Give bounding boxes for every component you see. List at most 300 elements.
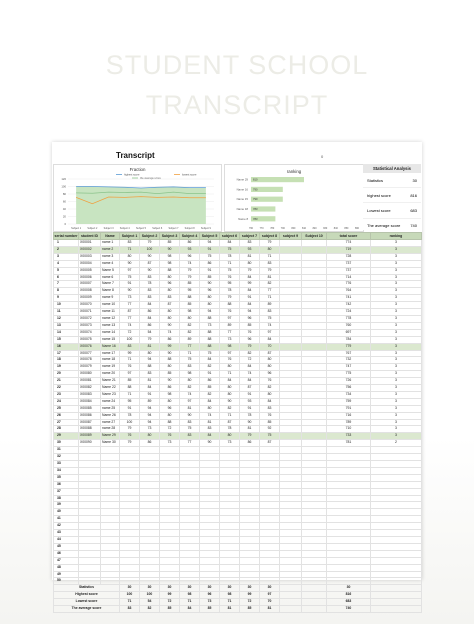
table-cell (140, 536, 160, 543)
table-row (54, 315, 422, 322)
table-cell (101, 509, 120, 516)
table-cell: 15 (54, 336, 79, 343)
table-cell: 79 (240, 343, 260, 350)
table-cell: 79 (140, 336, 160, 343)
table-cell: 97 (220, 350, 240, 357)
table-cell (240, 578, 260, 585)
table-cell (280, 523, 302, 530)
table-cell (260, 516, 280, 523)
table-cell: Name 5 (101, 267, 120, 274)
table-cell (302, 481, 327, 488)
table-cell: 76 (240, 329, 260, 336)
y-tick-label: 60 (62, 199, 66, 204)
table-cell: 84 (240, 302, 260, 309)
table-cell (371, 495, 422, 502)
table-cell: 27 (54, 419, 79, 426)
table-cell (101, 474, 120, 481)
table-cell (302, 378, 327, 385)
table-row (54, 543, 422, 550)
table-cell (120, 474, 140, 481)
table-cell: 89 (180, 336, 200, 343)
table-cell: 80 (160, 274, 180, 281)
table-cell (200, 557, 220, 564)
table-cell (371, 592, 422, 599)
table-row (54, 378, 422, 385)
table-row (54, 488, 422, 495)
table-cell: 74 (180, 260, 200, 267)
table-cell: 72 (160, 599, 180, 606)
table-cell (140, 523, 160, 530)
table-cell: 90 (120, 288, 140, 295)
table-cell (160, 530, 180, 537)
table-cell (371, 585, 422, 592)
table-cell: 97 (220, 315, 240, 322)
table-cell: 88 (160, 267, 180, 274)
table-cell: 85 (160, 606, 180, 613)
table-cell: 30 (327, 585, 371, 592)
table-cell: 84 (220, 240, 240, 247)
table-cell (327, 502, 371, 509)
x-tick-label: Subject 6 (152, 227, 163, 230)
table-cell: 3 (371, 288, 422, 295)
table-cell: 100 (140, 246, 160, 253)
table-row (54, 557, 422, 564)
table-cell: X00001 (79, 240, 101, 247)
table-cell: 100 (140, 592, 160, 599)
table-cell (140, 467, 160, 474)
table-cell: 82 (180, 322, 200, 329)
table-cell (280, 398, 302, 405)
table-cell (327, 564, 371, 571)
table-cell: 94 (140, 419, 160, 426)
table-cell: 79 (180, 267, 200, 274)
y-tick-label: 120 (61, 177, 66, 181)
table-cell: 80 (220, 391, 240, 398)
table-cell (200, 488, 220, 495)
table-cell: 75 (120, 274, 140, 281)
table-cell (220, 530, 240, 537)
table-cell: 74 (180, 391, 200, 398)
table-row (54, 295, 422, 302)
table-cell: X00007 (79, 281, 101, 288)
table-cell: 95 (220, 281, 240, 288)
x-tick-label: 770 (259, 227, 264, 230)
table-cell: X00009 (79, 295, 101, 302)
table-cell (180, 571, 200, 578)
table-cell: 90 (200, 281, 220, 288)
table-cell (140, 488, 160, 495)
table-cell: 83 (140, 288, 160, 295)
summary-label: Lowest score (54, 599, 120, 606)
table-row (54, 461, 422, 468)
table-cell: 94 (240, 309, 260, 316)
table-cell: 81 (140, 378, 160, 385)
table-cell: name 11 (101, 309, 120, 316)
table-cell (120, 516, 140, 523)
table-cell (140, 550, 160, 557)
table-cell: 3 (371, 385, 422, 392)
table-cell (180, 543, 200, 550)
table-cell: 98 (220, 343, 240, 350)
table-cell (220, 543, 240, 550)
table-cell: 97 (260, 592, 280, 599)
ranking-chart-title: ranking (286, 169, 302, 174)
table-cell (302, 267, 327, 274)
table-cell (101, 447, 120, 454)
table-row (54, 385, 422, 392)
table-cell: 80 (260, 364, 280, 371)
table-cell (280, 454, 302, 461)
table-cell (260, 550, 280, 557)
table-cell (200, 481, 220, 488)
table-row (54, 309, 422, 316)
table-cell: 83 (260, 405, 280, 412)
table-cell: 85 (240, 322, 260, 329)
table-cell (101, 571, 120, 578)
table-cell: 88 (160, 419, 180, 426)
table-cell (140, 474, 160, 481)
table-cell: 99 (240, 281, 260, 288)
table-cell (200, 447, 220, 454)
table-cell (120, 550, 140, 557)
table-cell: 3 (371, 364, 422, 371)
table-cell (220, 447, 240, 454)
table-cell (260, 467, 280, 474)
table-cell (120, 530, 140, 537)
table-row (54, 467, 422, 474)
table-row (54, 246, 422, 253)
table-cell (120, 557, 140, 564)
table-cell: 737 (327, 267, 371, 274)
table-cell: name 14 (101, 329, 120, 336)
table-cell: 76 (120, 433, 140, 440)
table-cell: X00072 (79, 315, 101, 322)
table-cell: name 19 (101, 364, 120, 371)
table-cell (280, 433, 302, 440)
table-cell (240, 461, 260, 468)
table-cell: name 3 (101, 253, 120, 260)
table-cell (240, 509, 260, 516)
table-cell (327, 447, 371, 454)
table-cell: 88 (220, 302, 240, 309)
table-cell: X00089 (79, 433, 101, 440)
table-cell (79, 550, 101, 557)
table-cell: 98 (160, 260, 180, 267)
table-cell (280, 419, 302, 426)
table-cell (79, 447, 101, 454)
table-cell: 3 (371, 246, 422, 253)
table-cell: 95 (120, 398, 140, 405)
table-cell: 50 (54, 578, 79, 585)
table-cell (371, 564, 422, 571)
table-cell: 728 (327, 253, 371, 260)
table-cell: 73 (140, 426, 160, 433)
table-cell (160, 447, 180, 454)
table-cell: 83 (240, 240, 260, 247)
table-cell (101, 550, 120, 557)
table-cell: 13 (54, 322, 79, 329)
column-header: Subject 5 (200, 233, 220, 240)
table-cell (280, 322, 302, 329)
table-cell: 84 (140, 315, 160, 322)
table-cell (101, 543, 120, 550)
table-cell: 30 (180, 585, 200, 592)
table-cell: 79 (260, 240, 280, 247)
table-cell: 90 (160, 246, 180, 253)
table-cell (302, 571, 327, 578)
table-cell (200, 543, 220, 550)
table-row (54, 274, 422, 281)
table-cell (302, 329, 327, 336)
table-cell: name 4 (101, 260, 120, 267)
table-cell (180, 509, 200, 516)
table-cell: 71 (180, 599, 200, 606)
table-cell (302, 350, 327, 357)
table-row (54, 509, 422, 516)
table-cell: 719 (327, 246, 371, 253)
ranking-name-label: Name 15 (236, 197, 248, 202)
table-cell (280, 267, 302, 274)
table-cell: X00002 (79, 246, 101, 253)
table-cell: 91 (240, 295, 260, 302)
table-cell: Name 8 (101, 288, 120, 295)
table-cell (302, 391, 327, 398)
table-cell: 3 (371, 419, 422, 426)
table-cell: 83 (180, 364, 200, 371)
table-cell (140, 543, 160, 550)
table-cell: 3 (371, 309, 422, 316)
table-cell: 84 (240, 274, 260, 281)
table-cell: 71 (220, 412, 240, 419)
statistical-analysis-panel (363, 164, 421, 230)
table-cell (371, 454, 422, 461)
table-cell (260, 447, 280, 454)
table-cell: 80 (220, 433, 240, 440)
table-cell: 759 (327, 398, 371, 405)
table-cell (240, 557, 260, 564)
table-cell (220, 523, 240, 530)
table-cell: 73 (200, 599, 220, 606)
table-cell: 2 (54, 246, 79, 253)
table-cell (280, 488, 302, 495)
table-cell: X00084 (79, 398, 101, 405)
table-cell: X00077 (79, 350, 101, 357)
table-cell: Name 30 (101, 440, 120, 447)
table-cell: 98 (160, 391, 180, 398)
table-cell (280, 281, 302, 288)
table-cell: 30 (220, 585, 240, 592)
table-cell: 71 (220, 599, 240, 606)
table-cell: 3 (371, 426, 422, 433)
table-cell (371, 523, 422, 530)
table-cell: 99 (240, 592, 260, 599)
table-cell (302, 467, 327, 474)
column-header: ranking (371, 233, 422, 240)
table-cell: 92 (260, 426, 280, 433)
table-cell (260, 488, 280, 495)
table-cell: 16 (54, 343, 79, 350)
table-row (54, 564, 422, 571)
table-cell (302, 502, 327, 509)
stat-label: The average score (367, 223, 401, 229)
table-cell: 81 (140, 343, 160, 350)
table-cell: 87 (120, 309, 140, 316)
table-cell (160, 467, 180, 474)
table-cell: 26 (54, 412, 79, 419)
table-cell: X00086 (79, 412, 101, 419)
table-cell: 96 (260, 371, 280, 378)
table-cell (302, 385, 327, 392)
table-row (54, 371, 422, 378)
table-cell (101, 564, 120, 571)
table-cell: 91 (120, 281, 140, 288)
table-cell (302, 495, 327, 502)
table-cell (371, 467, 422, 474)
table-cell (240, 550, 260, 557)
table-cell: 30 (54, 440, 79, 447)
table-cell (101, 578, 120, 585)
table-cell: X00075 (79, 336, 101, 343)
table-cell: 84 (240, 378, 260, 385)
table-cell: 3 (371, 281, 422, 288)
summary-row (54, 585, 422, 592)
table-cell: 71 (220, 260, 240, 267)
table-cell (280, 606, 302, 613)
table-cell: 100 (120, 419, 140, 426)
table-cell: 85 (260, 419, 280, 426)
table-cell: 96 (180, 253, 200, 260)
table-cell: 93 (240, 246, 260, 253)
table-cell (240, 564, 260, 571)
table-cell (160, 454, 180, 461)
table-cell (79, 467, 101, 474)
x-tick-label: 790 (280, 227, 285, 230)
table-cell (371, 606, 422, 613)
table-cell: 74 (260, 322, 280, 329)
table-cell: 3 (371, 295, 422, 302)
table-cell: 83 (180, 419, 200, 426)
table-cell: 90 (160, 350, 180, 357)
table-cell: 48 (54, 564, 79, 571)
table-cell (160, 550, 180, 557)
stat-value: 30 (412, 177, 417, 183)
table-cell (371, 516, 422, 523)
table-cell (200, 495, 220, 502)
table-cell (302, 309, 327, 316)
column-header: Subject 4 (180, 233, 200, 240)
table-cell: 79 (240, 267, 260, 274)
table-cell: Name 23 (101, 391, 120, 398)
table-cell (302, 543, 327, 550)
table-row (54, 357, 422, 364)
table-row (54, 426, 422, 433)
table-cell: 74 (120, 322, 140, 329)
table-cell (302, 530, 327, 537)
table-cell: name 25 (101, 405, 120, 412)
table-row (54, 474, 422, 481)
table-cell: 80 (180, 315, 200, 322)
table-cell: 779 (327, 343, 371, 350)
table-cell (280, 502, 302, 509)
table-cell: 85 (160, 371, 180, 378)
table-cell: 98 (220, 592, 240, 599)
table-cell (260, 461, 280, 468)
table-cell: 82 (180, 385, 200, 392)
table-cell (260, 495, 280, 502)
table-cell (140, 495, 160, 502)
table-cell (200, 578, 220, 585)
table-cell (327, 488, 371, 495)
table-cell: 47 (54, 557, 79, 564)
table-cell: 740 (327, 606, 371, 613)
table-cell: 85 (200, 385, 220, 392)
table-cell: Name 7 (101, 281, 120, 288)
table-cell: name 15 (101, 336, 120, 343)
table-cell (240, 516, 260, 523)
table-cell: 75 (220, 246, 240, 253)
summary-label: Statistics (54, 585, 120, 592)
table-row (54, 281, 422, 288)
table-cell (160, 571, 180, 578)
table-cell (160, 509, 180, 516)
table-cell: 77 (120, 302, 140, 309)
table-cell (260, 454, 280, 461)
table-cell: 86 (140, 440, 160, 447)
table-cell (280, 543, 302, 550)
table-cell: Name 21 (101, 378, 120, 385)
table-cell (240, 454, 260, 461)
table-cell (280, 288, 302, 295)
table-cell: 88 (180, 295, 200, 302)
table-cell (302, 343, 327, 350)
table-cell (220, 481, 240, 488)
table-cell: 41 (54, 516, 79, 523)
table-cell (260, 481, 280, 488)
table-cell: 80 (260, 246, 280, 253)
table-cell (280, 550, 302, 557)
x-tick-label: 820 (312, 227, 317, 230)
table-cell: 75 (200, 253, 220, 260)
table-cell (280, 357, 302, 364)
table-cell (327, 474, 371, 481)
table-cell (302, 488, 327, 495)
table-cell: 49 (54, 571, 79, 578)
table-cell: name 24 (101, 398, 120, 405)
table-cell (302, 440, 327, 447)
ranking-chart-panel (224, 164, 364, 232)
table-row (54, 364, 422, 371)
table-cell (280, 246, 302, 253)
table-row (54, 391, 422, 398)
table-cell: 80 (220, 385, 240, 392)
table-cell (280, 474, 302, 481)
column-header: Subject 10 (302, 233, 327, 240)
table-cell (302, 240, 327, 247)
table-cell (327, 536, 371, 543)
table-cell (180, 502, 200, 509)
table-cell (120, 495, 140, 502)
table-cell: 93 (180, 246, 200, 253)
table-cell (140, 447, 160, 454)
table-cell (371, 550, 422, 557)
table-cell: 3 (371, 302, 422, 309)
table-cell (120, 454, 140, 461)
summary-row (54, 592, 422, 599)
table-cell: X00076 (79, 343, 101, 350)
x-tick-label: 810 (302, 227, 306, 230)
table-cell: 84 (180, 606, 200, 613)
column-header: Subject 2 (140, 233, 160, 240)
